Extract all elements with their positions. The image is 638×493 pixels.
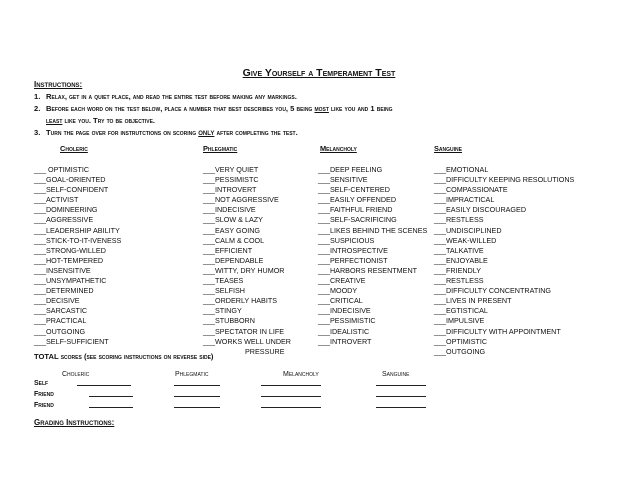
trait-item: ___RESTLESS — [434, 215, 484, 225]
trait-item: ___DEPENDABLE — [203, 255, 264, 265]
instruction-text: Before each word on the test below, place a number that best describes you, 5 being — [46, 104, 315, 113]
instruction-number: 3. — [34, 128, 41, 137]
trait-item: ___EMOTIONAL — [434, 165, 489, 174]
trait-item: ___NOT AGGRESSIVE — [203, 195, 279, 205]
trait-item: ___ACTIVIST — [34, 195, 79, 205]
trait-item: ___SELF-CENTERED — [318, 185, 390, 195]
trait-item: ___FRIENDLY — [434, 265, 482, 275]
page-title: Give Yourself a Temperament Test — [242, 67, 396, 79]
trait-item: ___FAITHFUL FRIEND — [318, 205, 393, 215]
score-header-phlegmatic: Phlegmatic — [175, 371, 209, 378]
score-header-choleric: Choleric — [62, 371, 90, 378]
trait-item: ___SELF-SACRIFICING — [318, 215, 397, 225]
score-line-self-phlegmatic[interactable] — [174, 385, 220, 386]
trait-item: ___WITTY, DRY HUMOR — [203, 265, 285, 275]
trait-item: ___INSENSITIVE — [34, 265, 91, 275]
score-line-friend2-melancholy[interactable] — [261, 407, 321, 408]
trait-item: ___SELFISH — [203, 286, 245, 296]
trait-item: ___GOAL-ORIENTED — [34, 175, 106, 185]
trait-item: ___IDEALISTIC — [318, 326, 370, 336]
total-word: TOTAL — [34, 352, 59, 361]
score-line-self-melancholy[interactable] — [261, 385, 321, 386]
trait-item: ___UNDISCIPLINED — [434, 225, 502, 235]
instruction-text: Relax, get in a quiet place, and read the entire test before making any markings. — [46, 92, 297, 101]
trait-item: ___OUTGOING — [434, 346, 486, 356]
grading-instructions-heading: Grading Instructions: — [34, 418, 115, 427]
trait-item: ___TEASES — [203, 276, 244, 286]
score-line-friend-choleric[interactable] — [89, 396, 133, 397]
score-line-friend2-phlegmatic[interactable] — [174, 407, 220, 408]
trait-item: ___UNSYMPATHETIC — [34, 276, 107, 286]
instruction-text: after completing the test. — [214, 128, 298, 137]
trait-item: ___HARBORS RESENTMENT — [318, 265, 418, 275]
instruction-3 — [34, 127, 624, 137]
phlegmatic-list — [203, 165, 291, 357]
trait-item: ___DETERMINED — [34, 286, 94, 296]
trait-item: ___CRITICAL — [318, 296, 363, 306]
trait-item: ___RESTLESS — [434, 276, 484, 286]
heading-sanguine: Sanguine — [434, 144, 462, 153]
trait-item: ___MOODY — [318, 286, 358, 296]
trait-item: ___SPECTATOR IN LIFE — [203, 326, 285, 336]
heading-phlegmatic: Phlegmatic — [203, 144, 238, 153]
trait-item: ___DIFFICULTY WITH APPOINTMENT — [434, 326, 561, 336]
emphasis-least: least — [46, 116, 63, 125]
heading-melancholy: Melancholy — [320, 144, 357, 153]
choleric-list — [34, 165, 121, 347]
trait-item: ___WORKS WELL UNDER — [203, 336, 292, 346]
instruction-number: 2. — [34, 104, 41, 113]
row-label-self: Self — [34, 380, 49, 387]
instruction-2 — [34, 103, 624, 127]
trait-item: ___IMPRACTICAL — [434, 195, 495, 205]
score-line-self-sanguine[interactable] — [376, 385, 426, 386]
trait-item: ___INDECISIVE — [203, 205, 256, 215]
trait-item: ___STRONG-WILLED — [34, 245, 106, 255]
trait-item: ___PESSIMISTC — [203, 175, 259, 185]
instruction-text: Turn the page over for instrutctions on scoring — [46, 128, 199, 137]
trait-item: ___EASY GOING — [203, 225, 260, 235]
score-line-friend-melancholy[interactable] — [261, 396, 321, 397]
trait-item: ___EASILY DISCOURAGED — [434, 205, 527, 215]
sanguine-list — [434, 165, 574, 357]
score-header-sanguine: Sanguine — [382, 371, 410, 378]
trait-item: ___LIKES BEHIND THE SCENES — [318, 225, 428, 235]
instruction-number: 1. — [34, 92, 41, 101]
trait-item: ___STUBBORN — [203, 316, 255, 326]
trait-item: ___SARCASTIC — [34, 306, 88, 316]
trait-item: ___DECISIVE — [34, 296, 80, 306]
trait-item: ___INTROSPECTIVE — [318, 245, 388, 255]
trait-item: ___DIFFICULTY KEEPING RESOLUTIONS — [434, 175, 575, 185]
emphasis-most: most — [314, 104, 329, 113]
trait-item: ___EASILY OFFENDED — [318, 195, 397, 205]
instructions-heading: Instructions: — [34, 80, 83, 89]
score-header-melancholy: Melancholy — [283, 371, 319, 378]
trait-item: ___INDECISIVE — [318, 306, 371, 316]
trait-item: ___EGTISTICAL — [434, 306, 488, 316]
emphasis-only: only — [198, 127, 215, 137]
trait-item: ___PESSIMISTIC — [318, 316, 376, 326]
trait-item: ___AGGRESSIVE — [34, 215, 94, 225]
trait-item: ___OUTGOING — [34, 326, 86, 336]
total-scores-label — [34, 352, 213, 361]
score-line-friend2-choleric[interactable] — [89, 407, 133, 408]
trait-item: ___ENJOYABLE — [434, 255, 488, 265]
score-line-friend2-sanguine[interactable] — [376, 407, 426, 408]
trait-item: ___CREATIVE — [318, 276, 366, 286]
trait-item: ___LEADERSHIP ABILITY — [34, 225, 120, 235]
trait-item: ___CALM & COOL — [203, 235, 265, 245]
trait-item: ___COMPASSIONATE — [434, 185, 508, 195]
trait-item: ___SUSPICIOUS — [318, 235, 375, 245]
trait-item: PRESSURE — [245, 346, 285, 356]
trait-item: ___SENSITIVE — [318, 175, 368, 185]
trait-item: ___STICK-TO-IT-IVENESS — [34, 235, 122, 245]
score-line-friend-phlegmatic[interactable] — [174, 396, 220, 397]
trait-item: ___EFFICIENT — [203, 245, 253, 255]
trait-item: ___PERFECTIONIST — [318, 255, 388, 265]
trait-item: ___SELF-SUFFICIENT — [34, 336, 109, 346]
trait-item: ___ OPTIMISTIC — [34, 165, 90, 174]
total-note: scores (see scoring instructions on reverse side) — [58, 352, 214, 361]
trait-item: ___HOT-TEMPERED — [34, 255, 104, 265]
trait-item: ___INTROVERT — [318, 336, 372, 346]
trait-item: ___LIVES IN PRESENT — [434, 296, 512, 306]
trait-item: ___ORDERLY HABITS — [203, 296, 278, 306]
trait-item: ___DIFFICULTY CONCENTRATING — [434, 286, 552, 296]
row-label-friend: Friend — [34, 391, 54, 398]
trait-item: ___OPTIMISTIC — [434, 336, 488, 346]
score-line-self-choleric[interactable] — [77, 385, 131, 386]
instruction-1 — [34, 92, 624, 101]
trait-item: ___SLOW & LAZY — [203, 215, 263, 225]
heading-choleric: Choleric — [60, 144, 88, 153]
melancholy-list — [318, 165, 427, 347]
trait-item: ___STINGY — [203, 306, 242, 316]
trait-item: ___INTROVERT — [203, 185, 257, 195]
trait-item: ___TALKATIVE — [434, 245, 484, 255]
instruction-text: like you and 1 being — [328, 104, 393, 113]
trait-item: ___IMPULSIVE — [434, 316, 485, 326]
instruction-text: like you. Try to be objective. — [62, 116, 156, 125]
trait-item: ___DEEP FEELING — [318, 165, 383, 174]
trait-item: ___DOMINEERING — [34, 205, 98, 215]
trait-item: ___WEAK-WILLED — [434, 235, 497, 245]
score-line-friend-sanguine[interactable] — [376, 396, 426, 397]
trait-item: ___SELF-CONFIDENT — [34, 185, 109, 195]
row-label-friend: Friend — [34, 402, 54, 409]
trait-item: ___VERY QUIET — [203, 165, 259, 174]
trait-item: ___PRACTICAL — [34, 316, 87, 326]
